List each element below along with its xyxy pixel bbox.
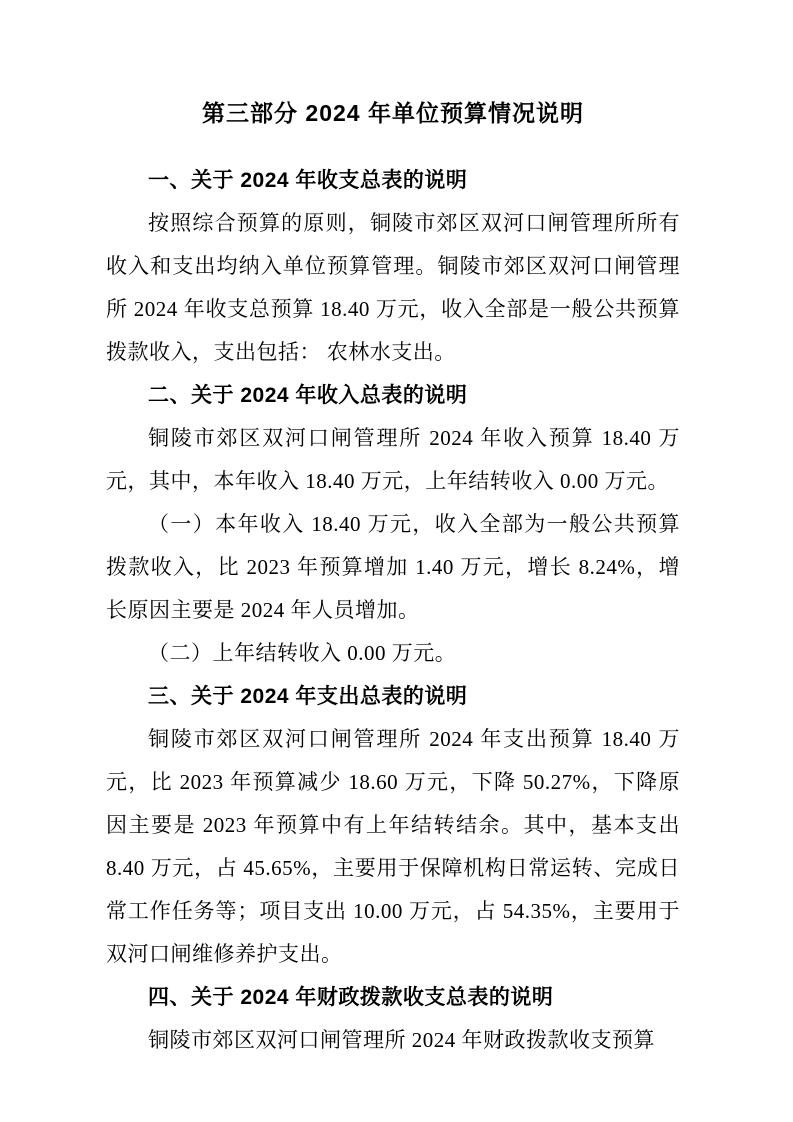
section-1-paragraph-1: 按照综合预算的原则，铜陵市郊区双河口闸管理所所有收入和支出均纳入单位预算管理。铜陵市郊区双河口闸管理所 2024 年收支总预算 18.40 万元，收入全部是一般公共预算拨款收入，支出包括： 农林水支出。 [106, 211, 680, 364]
section-4-heading: 四、关于 2024 年财政拨款收支总表的说明 [148, 986, 554, 1009]
section-4-paragraph-1: 铜陵市郊区双河口闸管理所 2024 年财政拨款收支预算 [148, 1028, 655, 1052]
section-2-heading: 二、关于 2024 年收入总表的说明 [148, 384, 468, 407]
section-2-paragraph-3: （二）上年结转收入 0.00 万元。 [148, 641, 457, 665]
section-3-heading: 三、关于 2024 年支出总表的说明 [148, 685, 468, 708]
section-revenue-expenditure-summary [106, 159, 680, 374]
section-fiscal-appropriation-summary [106, 976, 680, 1062]
section-income-summary [106, 374, 680, 675]
section-3-paragraph-1: 铜陵市郊区双河口闸管理所 2024 年支出预算 18.40 万元，比 2023 年预算减少 18.60 万元，下降 50.27%，下降原因主要是 2023 年预算中有上年结转结余。其中，基本支出 8.40 万元，占 45.65%，主要用于保障机构日常运转、完成日常工作任务等；项目支出 10.00 万元，占 54.35%，主要用于双河口闸维修养护支出。 [106, 727, 680, 966]
section-1-heading: 一、关于 2024 年收支总表的说明 [148, 169, 468, 192]
section-expenditure-summary [106, 675, 680, 976]
section-2-paragraph-2: （一）本年收入 18.40 万元，收入全部为一般公共预算拨款收入，比 2023 年预算增加 1.40 万元，增长 8.24%，增长原因主要是 2024 年人员增加。 [106, 512, 680, 622]
document-title: 第三部分 2024 年单位预算情况说明 [202, 100, 584, 126]
section-2-paragraph-1: 铜陵市郊区双河口闸管理所 2024 年收入预算 18.40 万元，其中，本年收入 18.40 万元，上年结转收入 0.00 万元。 [106, 426, 680, 493]
